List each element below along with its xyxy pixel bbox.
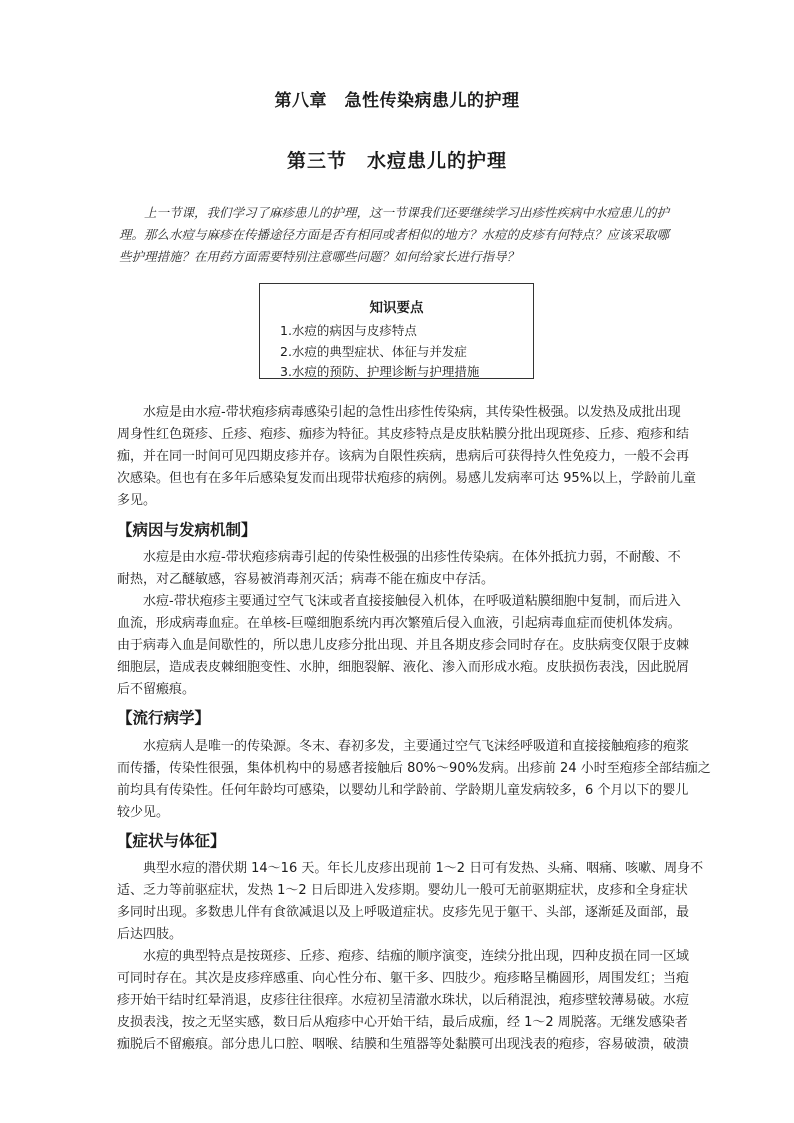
intro-line: 些护理措施？在用药方面需要特别注意哪些问题？如何给家长进行指导？ bbox=[119, 249, 520, 264]
heading-epidemiology: 【流行病学】 bbox=[117, 709, 211, 727]
text-line: 痂，并在同一时间可见四期皮疹并存。该病为自限性疾病，患病后可获得持久性免疫力，一般不会再 bbox=[117, 449, 690, 464]
text-line: 痂脱后不留瘢痕。部分患儿口腔、咽喉、结膜和生殖器等处黏膜可出现浅表的疱疹，容易破溃，破溃 bbox=[117, 1037, 690, 1052]
key-point-item: 2.水痘的典型症状、体征与并发症 bbox=[280, 344, 467, 359]
text-line: 后不留瘢痕。 bbox=[117, 682, 196, 697]
heading-etiology: 【病因与发病机制】 bbox=[117, 521, 257, 539]
text-line: 次感染。但也有在多年后感染复发而出现带状疱疹的病例。易感儿发病率可达 95%以上，学龄前儿童 bbox=[117, 471, 697, 486]
text-line: 水痘-带状疱疹主要通过空气飞沫或者直接接触侵入机体，在呼吸道粘膜细胞中复制，而后进入 bbox=[117, 594, 681, 609]
text-line: 后达四肢。 bbox=[117, 927, 183, 942]
text-line: 水痘是由水痘-带状疱疹病毒引起的传染性极强的出疹性传染病。在体外抵抗力弱，不耐酸、不 bbox=[117, 550, 681, 565]
intro-line: 理。那么水痘与麻疹在传播途径方面是否有相同或者相似的地方？水痘的皮疹有何特点？应该采取哪 bbox=[119, 227, 670, 242]
text-line: 水痘是由水痘-带状疱疹病毒感染引起的急性出疹性传染病，其传染性极强。以发热及成批出现 bbox=[117, 405, 681, 420]
text-line: 适、乏力等前驱症状，发热 1～2 日后即进入发疹期。婴幼儿一般可无前驱期症状，皮疹和全身症状 bbox=[117, 883, 688, 898]
heading-symptoms: 【症状与体征】 bbox=[117, 832, 226, 850]
text-line: 典型水痘的潜伏期 14～16 天。年长儿皮疹出现前 1～2 日可有发热、头痛、咽痛、咳嗽、周身不 bbox=[117, 861, 704, 876]
text-line: 细胞层，造成表皮棘细胞变性、水肿，细胞裂解、液化、渗入而形成水疱。皮肤损伤表浅，因此脱屑 bbox=[117, 660, 690, 675]
key-point-item: 1.水痘的病因与皮疹特点 bbox=[280, 323, 417, 338]
text-line: 多同时出现。多数患儿伴有食欲减退以及上呼吸道症状。皮疹先见于躯干、头部，逐渐延及面部，最 bbox=[117, 905, 690, 920]
text-line: 而传播，传染性很强，集体机构中的易感者接触后 80%～90%发病。出疹前 24 小时至疱疹全部结痂之 bbox=[117, 761, 711, 776]
intro-paragraph bbox=[119, 202, 707, 268]
paragraph-overview bbox=[117, 402, 707, 512]
key-points-title: 知识要点 bbox=[369, 300, 424, 316]
text-line: 皮损表浅，按之无坚实感，数日后从疱疹中心开始干结，最后成痂，经 1～2 周脱落。无继发感染者 bbox=[117, 1015, 688, 1030]
text-line: 疹开始干结时红晕消退，皮疹往往很痒。水痘初呈清澈水珠状，以后稍混浊，疱疹壁较薄易破。水痘 bbox=[117, 993, 690, 1008]
text-line: 血流，形成病毒血症。在单核-巨噬细胞系统内再次繁殖后侵入血液，引起病毒血症而使机体发病。 bbox=[117, 616, 681, 631]
text-line: 耐热，对乙醚敏感，容易被消毒剂灭活；病毒不能在痂皮中存活。 bbox=[117, 572, 495, 587]
text-line: 由于病毒入血是间歇性的，所以患儿皮疹分批出现、并且各期皮疹会同时存在。皮肤病变仅限于皮棘 bbox=[117, 638, 690, 653]
text-line: 水痘的典型特点是按斑疹、丘疹、疱疹、结痂的顺序演变，连续分批出现，四种皮损在同一区域 bbox=[117, 949, 690, 964]
key-points-box bbox=[259, 283, 534, 379]
paragraph-symptoms bbox=[117, 858, 707, 1056]
paragraph-epidemiology bbox=[117, 736, 711, 824]
paragraph-etiology bbox=[117, 547, 707, 701]
chapter-title: 第八章 急性传染病患儿的护理 bbox=[274, 91, 520, 111]
text-line: 前均具有传染性。任何年龄均可感染，以婴幼儿和学龄前、学龄期儿童发病较多，6 个月以下的婴儿 bbox=[117, 783, 689, 798]
text-line: 周身性红色斑疹、丘疹、疱疹、痂疹为特征。其皮疹特点是皮肤粘膜分批出现斑疹、丘疹、疱疹和结 bbox=[117, 427, 690, 442]
intro-line: 上一节课，我们学习了麻疹患儿的护理，这一节课我们还要继续学习出疹性疾病中水痘患儿的护 bbox=[119, 205, 670, 220]
section-title: 第三节 水痘患儿的护理 bbox=[286, 150, 507, 172]
key-point-item: 3.水痘的预防、护理诊断与护理措施 bbox=[280, 364, 480, 379]
text-line: 较少见。 bbox=[117, 805, 170, 820]
text-line: 多见。 bbox=[117, 493, 157, 508]
text-line: 可同时存在。其次是皮疹痒感重、向心性分布、躯干多、四肢少。疱疹略呈椭圆形，周围发红；当疱 bbox=[117, 971, 690, 986]
text-line: 水痘病人是唯一的传染源。冬末、春初多发，主要通过空气飞沫经呼吸道和直接接触疱疹的疱浆 bbox=[117, 739, 690, 754]
